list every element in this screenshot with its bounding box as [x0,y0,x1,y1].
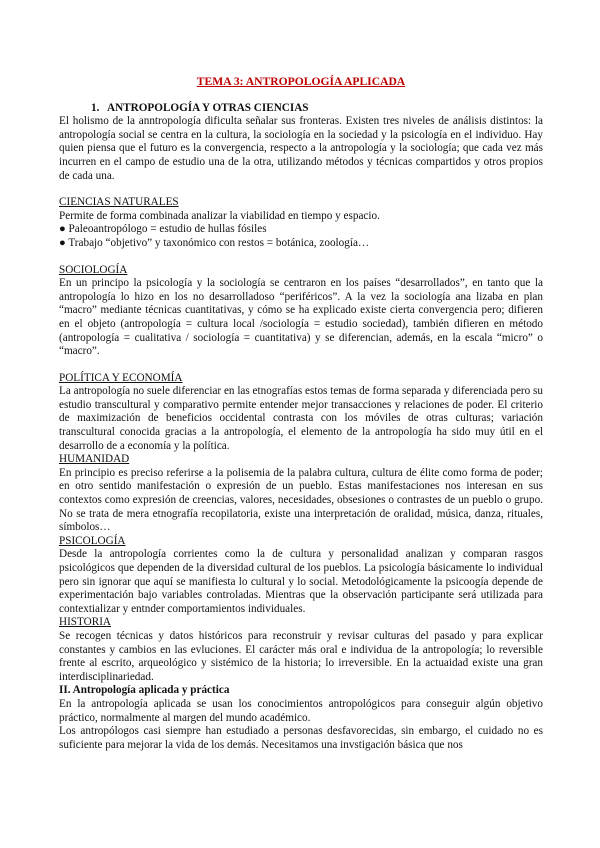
psicologia-text: Desde la antropología corrientes como la de cultura y personalidad analizan y comparan rasgos psicológicos que dependen de la diversidad cultural de los pueblos. La psicología básicamente lo individual pero sin ignorar que aquí se manifiesta lo cultural y lo social. Metodológicamente la psicoogía depende de experimentación bajo variables controladas. Mientras que la observación participante será utilizada para contextializar y entnder comportamientos individuales. [59,548,543,615]
spacer [59,251,543,264]
section-1-number: 1. [91,101,100,114]
section-1-heading-text: ANTROPOLOGÍA Y OTRAS CIENCIAS [107,101,309,114]
sociologia-text: En un principo la psicología y la sociología se centraron en los países “desarrollados”, en tanto que la antropología lo hizo en los no desarrolladoso “periféricos”. A la vez la sociología ana lizaba en plan “macro” mediante técnicas cuantitativas, y cómo se ha explicado existe cierta convergencia pero; difieren en el objeto (antropología = cultura local /sociología = estudio sociedad), también difieren en método (antropología = cualitativa / sociología = cuantitativa) y se diferencian, además, en la escala “micro” o “macro”. [59,277,543,358]
section-2-paragraph-2: Los antropólogos casi siempre han estudiado a personas desfavorecidas, sin embargo, el cuidado no es suficiente para mejorar la vida de los demás. Necesitamos una invstigación básica que nos [59,725,543,751]
spacer [59,183,543,196]
spacer [59,359,543,372]
historia-text: Se recogen técnicas y datos históricos para reconstruir y revisar culturas del pasado y para explicar constantes y cambios en las evluciones. El carácter más oral e individua de la antropología; lo reversible frente al escrito, arqueológico y sistémico de la historia; lo irreversible. En la actuaidad existe una gran interdisciplinariedad. [59,629,543,683]
historia-heading: HISTORIA [59,616,112,629]
ciencias-heading: CIENCIAS NATURALES [59,196,179,209]
ciencias-text: Permite de forma combinada analizar la viabilidad en tiempo y espacio. [59,209,380,222]
humanidad-heading: HUMANIDAD [59,453,130,466]
document-title: TEMA 3: ANTROPOLOGÍA APLICADA [196,75,406,88]
ciencias-bullet-2: ● Trabajo “objetivo” y taxonómico con restos = botánica, zoología… [59,236,370,249]
section-1-heading [91,102,543,116]
ciencias-bullet-1: ● Paleoantropólogo = estudio de hullas fósiles [59,223,267,236]
politica-text: La antropología no suele diferenciar en las etnografías estos temas de forma separada y diferenciada pero su estudio transcultural y comparativo permite entender mejor transacciones y relaciones de poder. El criterio de maximización de beneficios occidental contrasta con los móviles de otras culturas; variación transcultural conocida gracias a la antropología, el elemento de la antropología ha sido muy útil en el desarrollo de a economía y la política. [59,385,543,452]
section-2-heading: II. Antropología aplicada y práctica [59,684,230,697]
humanidad-text: En principio es preciso referirse a la polisemia de la palabra cultura, cultura de élite como forma de poder; en otro sentido manifestación o expresión de un pueblo. Estas manifestaciones nos interesan en sus contextos como expresión de creencias, valores, necesidades, obsesiones o contrastes de un pueblo o grupo. No se trata de mera etnografía recopilatoria, existe una interpretación de oralidad, música, danza, rituales, símbolos… [59,466,543,534]
politica-heading: POLÍTICA Y ECONOMÍA [59,371,183,384]
sociologia-heading: SOCIOLOGÍA [59,263,128,276]
psicologia-heading: PSICOLOGÍA [59,534,126,547]
section-1-intro: El holismo de la anntropología dificulta señalar sus fronteras. Existen tres niveles de análisis distintos: la antropología social se centra en la cultura, la sociología en la sociedad y la psicología en el individuo. Hay quien piensa que el futuro es la convergencia, respecto a la antropología y la sociología; que cada vez más incurren en el campo de estudio una de la otra, utilizando métodos y técnicas compartidos y otros propios de cada una. [59,115,543,182]
document-body [59,75,543,752]
section-2-paragraph-1: En la antropología aplicada se usan los conocimientos antropológicos para conseguir algún objetivo práctico, normalmente al margen del mundo académico. [59,697,543,724]
